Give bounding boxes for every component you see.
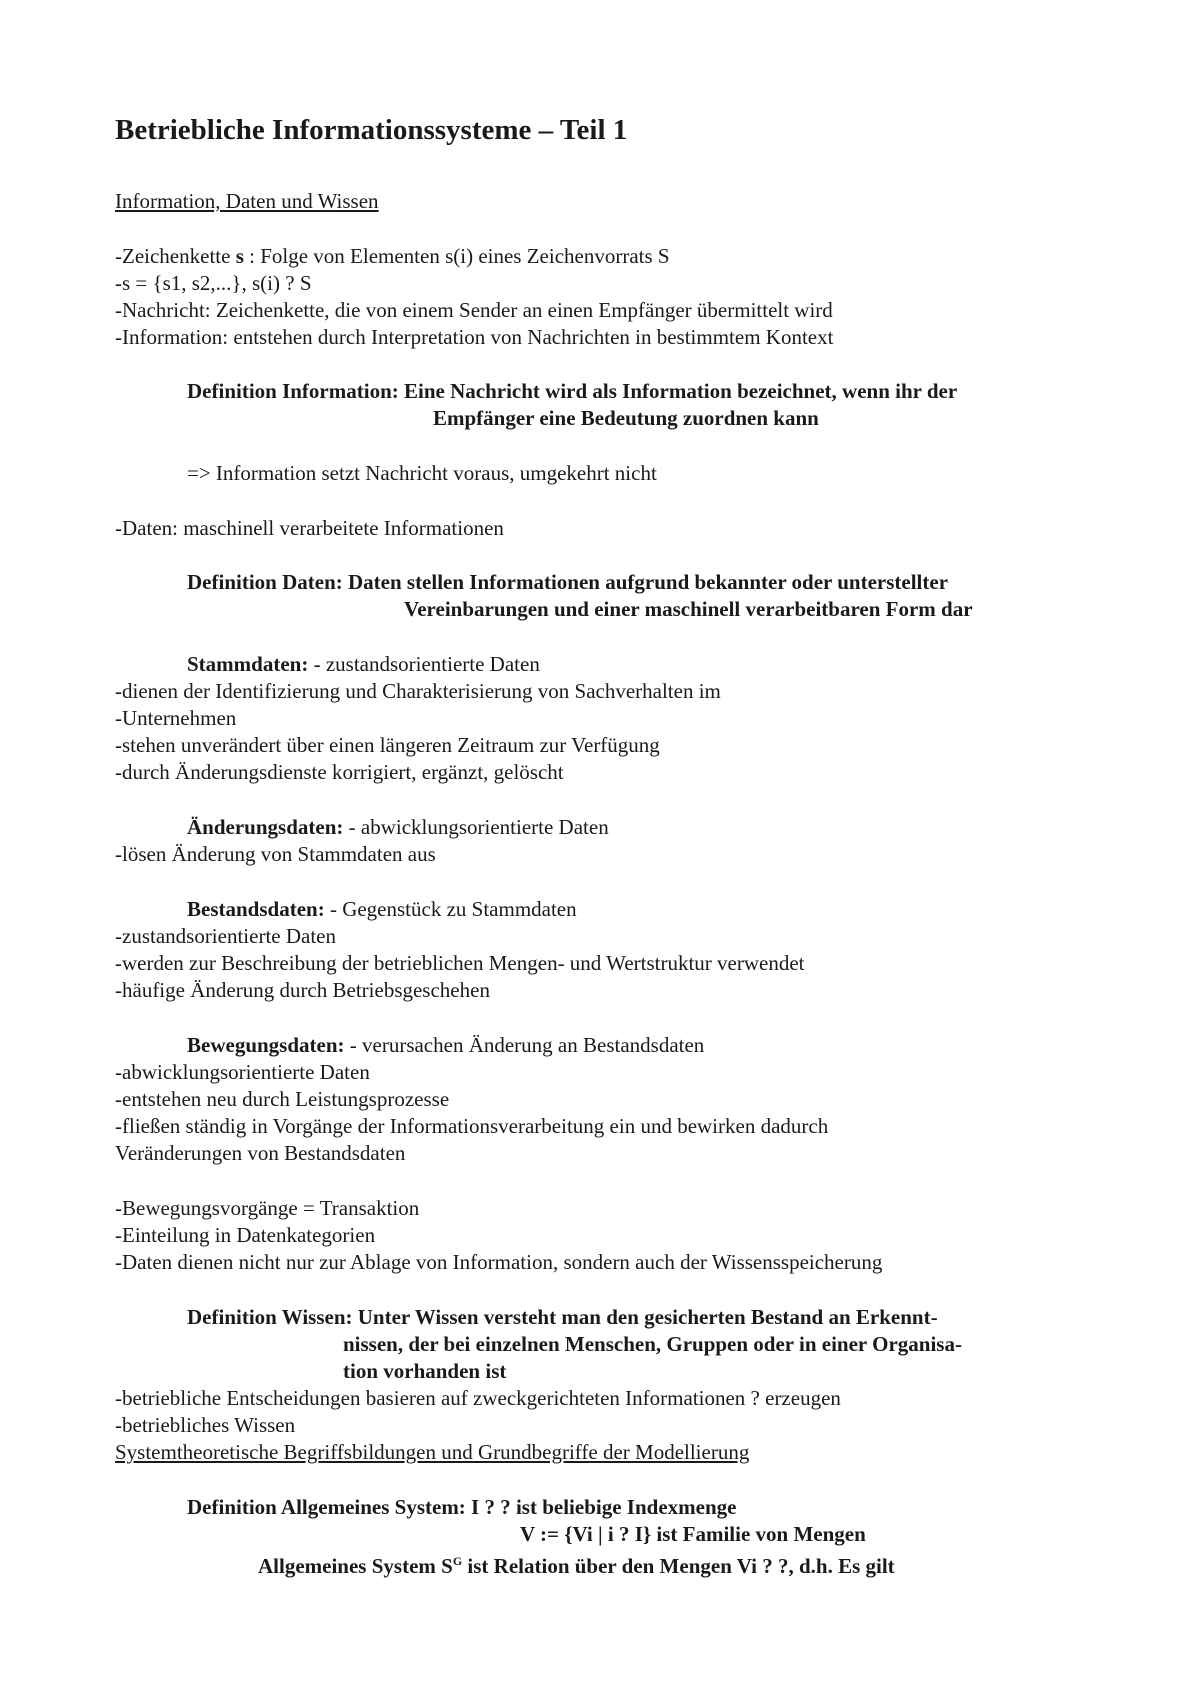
text-line: -Nachricht: Zeichenkette, die von einem Sender an einen Empfänger übermittelt wird: [115, 298, 833, 322]
definition-system-line1: Definition Allgemeines System: I ? ? ist beliebige Indexmenge: [187, 1495, 737, 1519]
term-description: - Gegenstück zu Stammdaten: [324, 897, 577, 921]
list-item: -Bewegungsvorgänge = Transaktion: [115, 1196, 420, 1220]
list-item: -entstehen neu durch Leistungsprozesse: [115, 1087, 450, 1111]
list-item: -betriebliche Entscheidungen basieren auf zweckgerichteten Informationen ? erzeugen: [115, 1386, 841, 1410]
list-item: -abwicklungsorientierte Daten: [115, 1060, 370, 1084]
text-line: -Information: entstehen durch Interpretation von Nachrichten in bestimmtem Kontext: [115, 325, 834, 349]
superscript: G: [452, 1554, 463, 1568]
implication-line: => Information setzt Nachricht voraus, umgekehrt nicht: [187, 461, 657, 485]
page-title: Betriebliche Informationssysteme – Teil 1: [115, 114, 628, 146]
term: Stammdaten:: [187, 652, 309, 676]
bestandsdaten-heading: [187, 896, 577, 923]
bewegungsdaten-heading: [187, 1032, 704, 1059]
list-item: -betriebliches Wissen: [115, 1413, 296, 1437]
list-item: -durch Änderungsdienste korrigiert, ergänzt, gelöscht: [115, 760, 564, 784]
text-line: -s = {s1, s2,...}, s(i) ? S: [115, 271, 312, 295]
list-item: Veränderungen von Bestandsdaten: [115, 1141, 406, 1165]
section-heading-systemtheorie: Systemtheoretische Begriffsbildungen und Grundbegriffe der Modellierung: [115, 1440, 750, 1464]
section-heading-information: Information, Daten und Wissen: [115, 189, 379, 213]
definition-information-line1: Definition Information: Eine Nachricht wird als Information bezeichnet, wenn ihr der: [187, 379, 958, 403]
list-item: -häufige Änderung durch Betriebsgeschehen: [115, 978, 490, 1002]
term-description: - abwicklungsorientierte Daten: [343, 815, 609, 839]
term: Änderungsdaten:: [187, 815, 344, 839]
text-line: [115, 243, 670, 270]
list-item: -stehen unverändert über einen längeren Zeitraum zur Verfügung: [115, 733, 660, 757]
bold-span: s: [235, 244, 244, 268]
definition-system-line2: V := {Vi | i ? I} ist Familie von Mengen: [520, 1522, 866, 1546]
list-item: -Einteilung in Datenkategorien: [115, 1223, 376, 1247]
list-item: -werden zur Beschreibung der betrieblichen Mengen- und Wertstruktur verwendet: [115, 951, 805, 975]
list-item: -Unternehmen: [115, 706, 237, 730]
list-item: -lösen Änderung von Stammdaten aus: [115, 842, 436, 866]
term-description: - verursachen Änderung an Bestandsdaten: [344, 1033, 705, 1057]
text-span: Allgemeines System S: [258, 1554, 453, 1578]
text-span: : Folge von Elementen s(i) eines Zeichenvorrats S: [243, 244, 670, 268]
list-item: -zustandsorientierte Daten: [115, 924, 336, 948]
aenderungsdaten-heading: [187, 814, 609, 841]
stammdaten-heading: [187, 651, 540, 678]
text-span: ist Relation über den Mengen Vi ? ?, d.h. Es gilt: [462, 1554, 895, 1578]
definition-wissen-line2: nissen, der bei einzelnen Menschen, Gruppen oder in einer Organisa-: [343, 1332, 962, 1356]
definition-wissen-line3: tion vorhanden ist: [343, 1359, 507, 1383]
definition-system-line3: [258, 1548, 895, 1580]
text-span: -Zeichenkette: [115, 244, 236, 268]
definition-daten-line2: Vereinbarungen und einer maschinell verarbeitbaren Form dar: [404, 597, 973, 621]
list-item: -Daten dienen nicht nur zur Ablage von Information, sondern auch der Wissensspeicherung: [115, 1250, 883, 1274]
term: Bewegungsdaten:: [187, 1033, 345, 1057]
definition-information-line2: Empfänger eine Bedeutung zuordnen kann: [433, 406, 819, 430]
list-item: -dienen der Identifizierung und Charakterisierung von Sachverhalten im: [115, 679, 721, 703]
term-description: - zustandsorientierte Daten: [308, 652, 540, 676]
list-item: -fließen ständig in Vorgänge der Informationsverarbeitung ein und bewirken dadurch: [115, 1114, 829, 1138]
text-line: -Daten: maschinell verarbeitete Informationen: [115, 516, 504, 540]
definition-daten-line1: Definition Daten: Daten stellen Informationen aufgrund bekannter oder unterstellter: [187, 570, 949, 594]
definition-wissen-line1: Definition Wissen: Unter Wissen versteht man den gesicherten Bestand an Erkennt-: [187, 1305, 938, 1329]
term: Bestandsdaten:: [187, 897, 325, 921]
